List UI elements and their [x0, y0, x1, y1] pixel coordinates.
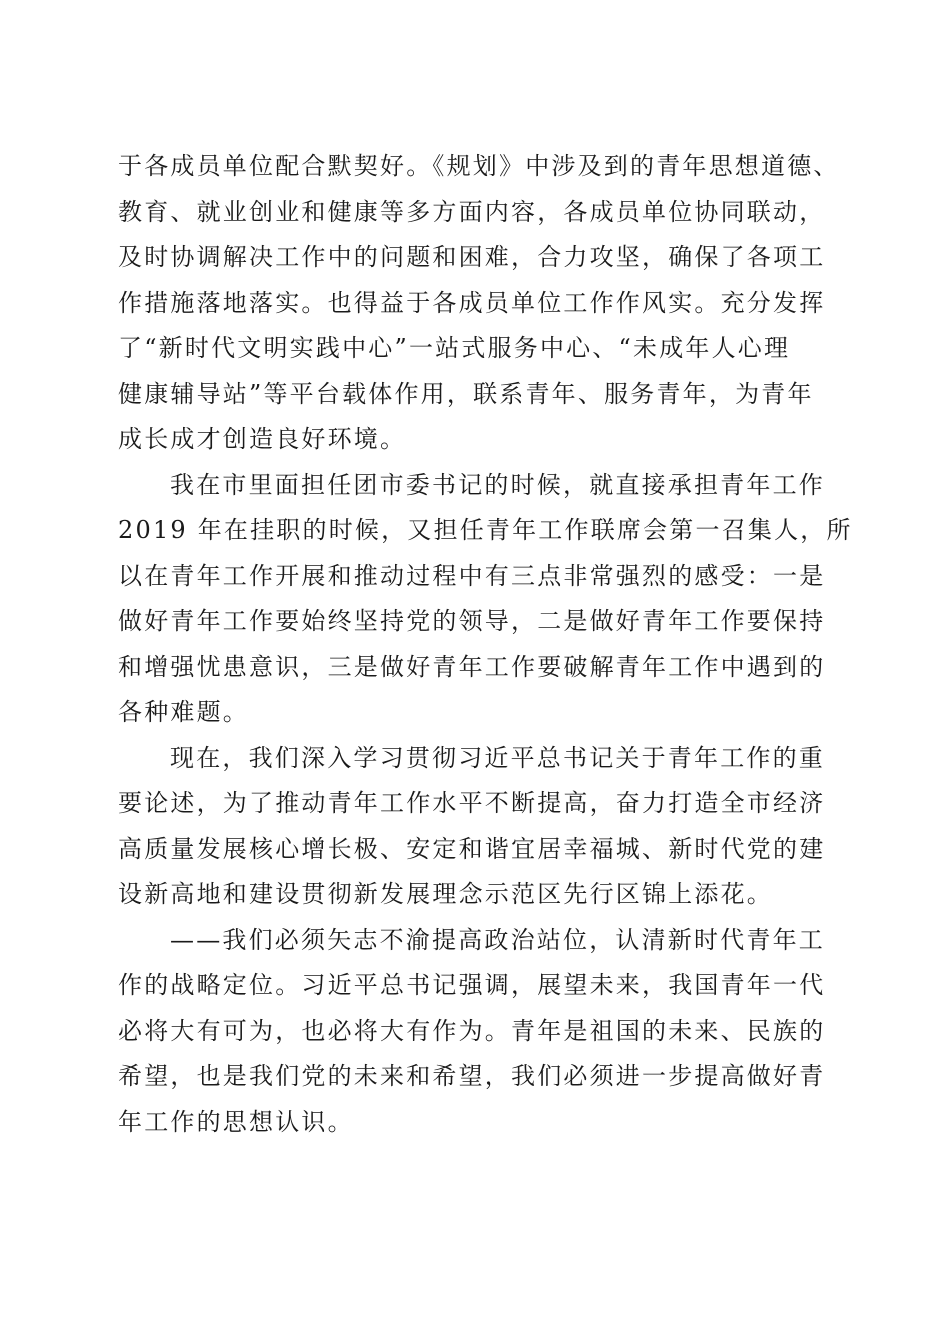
- paragraph-line: 要论述，为了推动青年工作水平不断提高，奋力打造全市经济: [118, 789, 826, 817]
- paragraph-1: [118, 144, 838, 463]
- paragraph-4: [118, 918, 838, 1146]
- paragraph-line: 作的战略定位。习近平总书记强调，展望未来，我国青年一代: [118, 971, 826, 999]
- paragraph-line: 做好青年工作要始终坚持党的领导，二是做好青年工作要保持: [118, 607, 826, 635]
- paragraph-line: 年工作的思想认识。: [118, 1107, 354, 1136]
- paragraph-line: ——我们必须矢志不渝提高政治站位，认清新时代青年工: [170, 925, 825, 954]
- document-body: [118, 144, 853, 1145]
- paragraph-line: 设新高地和建设贯彻新发展理念示范区先行区锦上添花。: [118, 880, 773, 908]
- paragraph-line: 了“新时代文明实践中心”一站式服务中心、“未成年人心理: [118, 334, 791, 362]
- paragraph-line: 我在市里面担任团市委书记的时候，就直接承担青年工作: [170, 470, 825, 499]
- paragraph-2: [118, 463, 853, 736]
- paragraph-line: 必将大有可为，也必将大有作为。青年是祖国的未来、民族的: [118, 1016, 826, 1045]
- paragraph-line: 及时协调解决工作中的问题和困难，合力攻坚，确保了各项工: [118, 243, 826, 271]
- paragraph-3: [118, 736, 838, 918]
- paragraph-line: 希望，也是我们党的未来和希望，我们必须进一步提高做好青: [118, 1062, 826, 1090]
- paragraph-line: 2019 年在挂职的时候，又担任青年工作联席会第一召集人，所: [118, 516, 853, 544]
- paragraph-line: 作措施落地落实。也得益于各成员单位工作作风实。充分发挥: [118, 288, 826, 317]
- paragraph-line: 和增强忧患意识，三是做好青年工作要破解青年工作中遇到的: [118, 652, 826, 681]
- paragraph-line: 成长成才创造良好环境。: [118, 425, 407, 453]
- paragraph-line: 高质量发展核心增长极、安定和谐宜居幸福城、新时代党的建: [118, 834, 826, 863]
- paragraph-line: 健康辅导站”等平台载体作用，联系青年、服务青年，为青年: [118, 379, 814, 408]
- paragraph-line: 以在青年工作开展和推动过程中有三点非常强烈的感受：一是: [118, 561, 826, 590]
- paragraph-line: 于各成员单位配合默契好。《规划》中涉及到的青年思想道德、: [118, 152, 840, 180]
- paragraph-line: 现在，我们深入学习贯彻习近平总书记关于青年工作的重: [170, 743, 825, 772]
- paragraph-line: 教育、就业创业和健康等多方面内容，各成员单位协同联动，: [118, 197, 826, 226]
- paragraph-line: 各种难题。: [118, 698, 249, 726]
